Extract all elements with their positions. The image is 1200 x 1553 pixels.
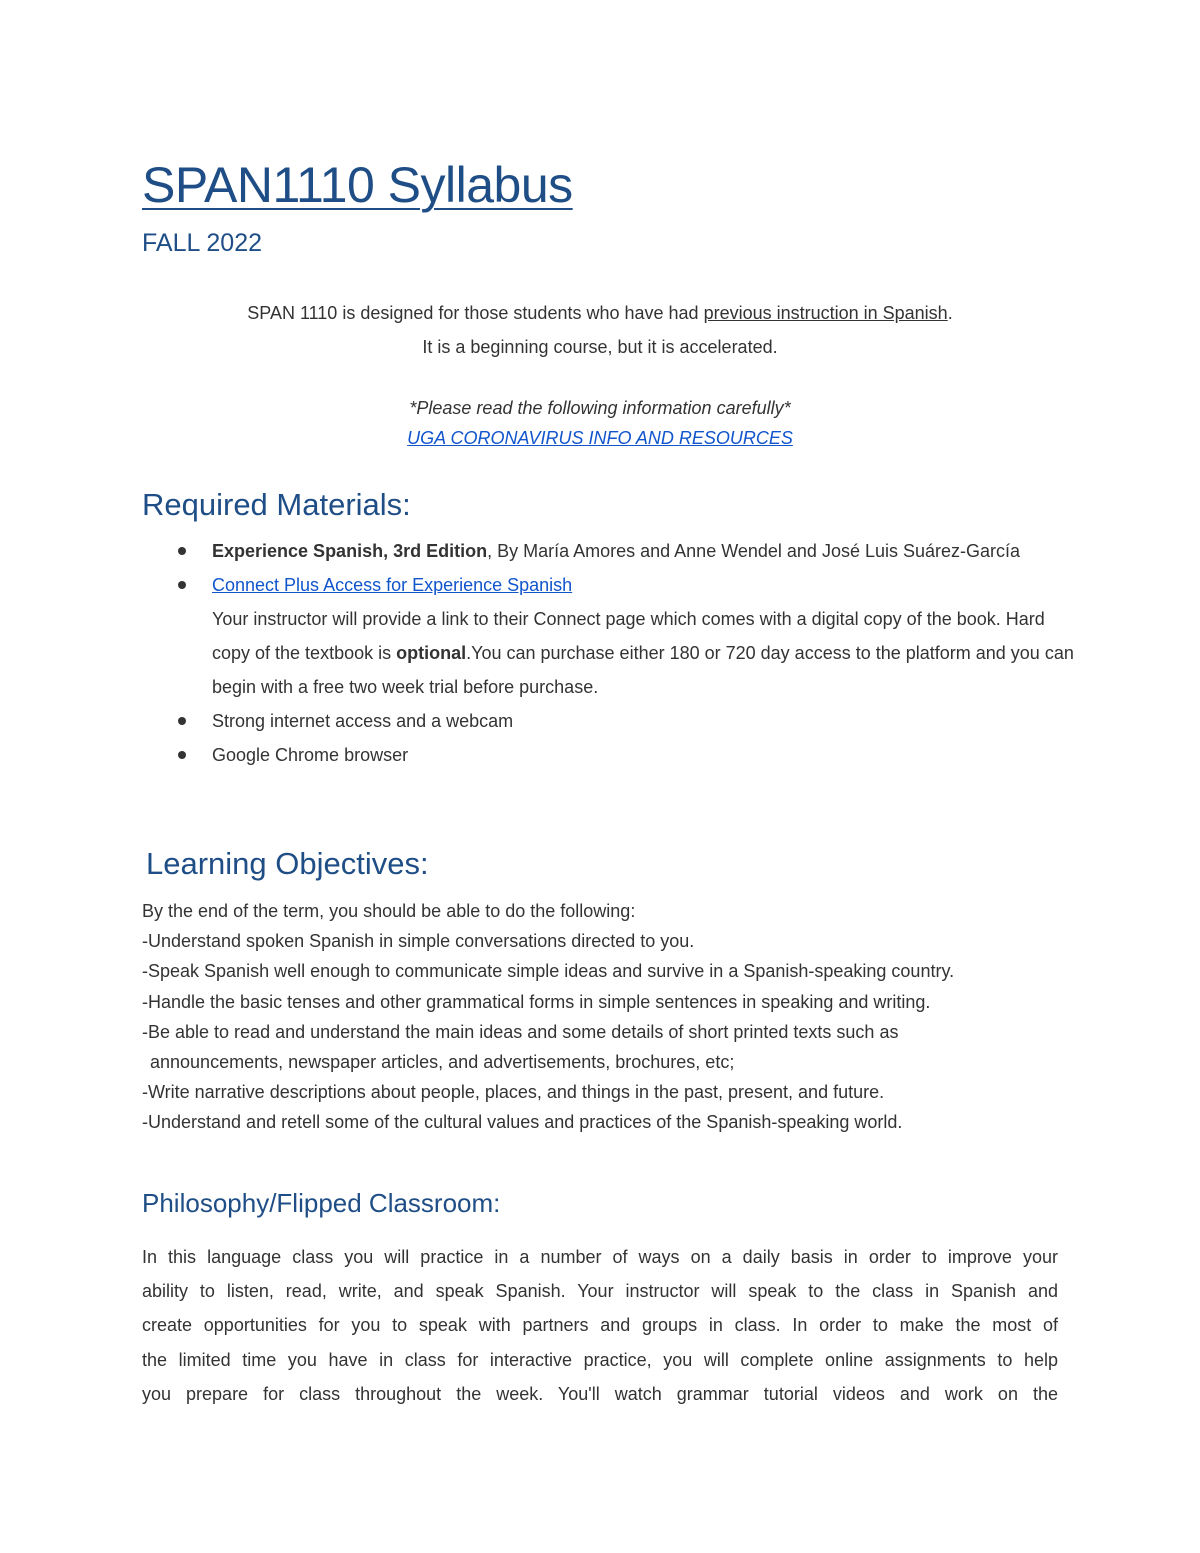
underlined-phrase: previous instruction in Spanish xyxy=(703,303,948,323)
intro-line-1: SPAN 1110 is designed for those students who have had previous instruction in Spanish. xyxy=(247,303,953,323)
coronavirus-info-link[interactable]: UGA CORONAVIRUS INFO AND RESOURCES xyxy=(407,428,793,448)
paragraph-line: ability to listen, read, write, and speak Spanish. Your instructor will speak to the class in Spanish and xyxy=(142,1281,1058,1302)
read-carefully-note: *Please read the following information carefully* xyxy=(409,398,791,418)
optional-emphasis: optional xyxy=(396,643,467,663)
objective-item: -Be able to read and understand the main ideas and some details of short printed texts such as xyxy=(142,1021,899,1042)
term-label: FALL 2022 xyxy=(142,229,263,257)
objective-item: -Handle the basic tenses and other grammatical forms in simple sentences in speaking and writing. xyxy=(142,991,931,1012)
intro-line-2: It is a beginning course, but it is accelerated. xyxy=(422,337,778,357)
page-title: SPAN1110 Syllabus xyxy=(142,157,573,213)
objective-item: -Speak Spanish well enough to communicate simple ideas and survive in a Spanish-speaking country. xyxy=(142,961,955,982)
bullet-icon xyxy=(178,717,186,725)
list-item: Connect Plus Access for Experience Spanish Your instructor will provide a link to their Connect page which comes with a digital copy of the book. Hard copy of the textbook is optional.You can purchase either 180 or 720 day access to the platform and you can begin with a free two week trial before purchase. xyxy=(142,568,1082,704)
list-item xyxy=(142,534,1082,568)
objective-item: -Write narrative descriptions about people, places, and things in the past, present, and future. xyxy=(142,1082,885,1103)
bullet-icon xyxy=(178,581,186,589)
learning-objectives-list xyxy=(142,896,1082,1138)
required-materials-list xyxy=(142,534,1082,772)
textbook-title: Experience Spanish, 3rd Edition xyxy=(212,541,488,561)
paragraph-line: the limited time you have in class for interactive practice, you will complete online assignments to help xyxy=(142,1349,1058,1370)
learning-objectives-heading: Learning Objectives: xyxy=(146,846,429,881)
philosophy-heading: Philosophy/Flipped Classroom: xyxy=(142,1188,501,1218)
list-item: Google Chrome browser xyxy=(142,738,1082,772)
paragraph-line: create opportunities for you to speak with partners and groups in class. In order to make the most of xyxy=(142,1315,1058,1336)
bullet-icon xyxy=(178,547,186,555)
connect-plus-link[interactable]: Connect Plus Access for Experience Spanish xyxy=(212,575,573,595)
objective-item-continuation: announcements, newspaper articles, and advertisements, brochures, etc; xyxy=(150,1052,735,1073)
list-item: Strong internet access and a webcam xyxy=(142,704,1082,738)
required-materials-heading: Required Materials: xyxy=(142,487,411,522)
bullet-icon xyxy=(178,751,186,759)
objective-item: -Understand and retell some of the cultural values and practices of the Spanish-speaking world. xyxy=(142,1112,903,1133)
textbook-authors: , By María Amores and Anne Wendel and José Luis Suárez-García xyxy=(487,541,1021,561)
philosophy-paragraph xyxy=(142,1240,1058,1411)
paragraph-line: you prepare for class throughout the week. You'll watch grammar tutorial videos and work on the xyxy=(142,1383,1058,1404)
objective-item: -Understand spoken Spanish in simple conversations directed to you. xyxy=(142,931,695,952)
paragraph-line: In this language class you will practice in a number of ways on a daily basis in order to improve your xyxy=(142,1247,1058,1267)
objectives-intro: By the end of the term, you should be able to do the following: xyxy=(142,901,636,921)
